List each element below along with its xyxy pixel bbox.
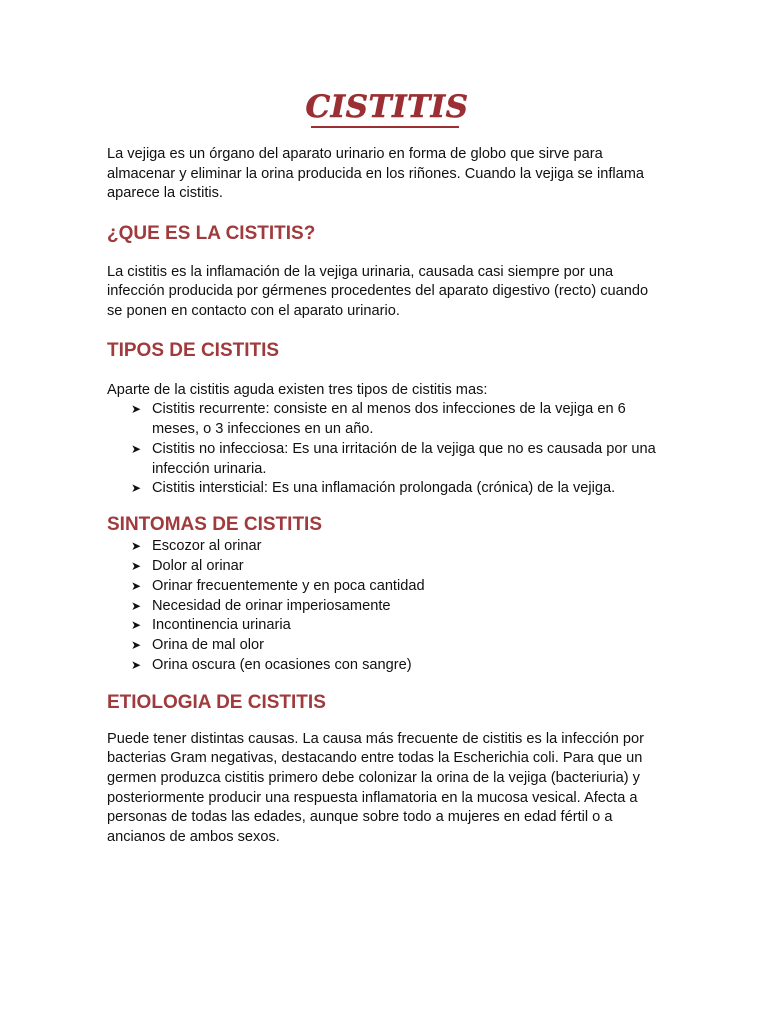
document-page	[107, 88, 667, 847]
list-item-text: Orina oscura (en ocasiones con sangre)	[152, 656, 412, 673]
arrowhead-right-icon: ➤	[131, 638, 142, 653]
tipos-list	[107, 400, 667, 499]
list-item	[107, 616, 667, 636]
arrowhead-right-icon: ➤	[131, 539, 142, 554]
list-item	[107, 557, 667, 577]
list-item	[107, 537, 667, 557]
list-item	[107, 400, 667, 440]
sintomas-list	[107, 537, 667, 676]
section-heading-tipos: TIPOS DE CISTITIS	[107, 339, 280, 361]
list-item-text: Cistitis recurrente: consiste en al menos dos infecciones de la vejiga en 6 meses, o 3 infecciones en un año.	[152, 401, 626, 437]
list-item-text: Orinar frecuentemente y en poca cantidad	[152, 577, 425, 594]
section-body-tipos: Aparte de la cistitis aguda existen tres tipos de cistitis mas:	[107, 381, 488, 398]
list-item-text: Cistitis intersticial: Es una inflamación prolongada (crónica) de la vejiga.	[152, 480, 616, 497]
title-underline	[311, 126, 459, 128]
arrowhead-right-icon: ➤	[131, 618, 142, 633]
section-body-que-es: La cistitis es la inflamación de la vejiga urinaria, causada casi siempre por una infección producida por gérmenes procedentes del aparato digestivo (recto) cuando se ponen en contacto con el aparato urinario.	[107, 263, 649, 319]
list-item-text: Necesidad de orinar imperiosamente	[152, 597, 391, 614]
list-item	[107, 597, 667, 617]
list-item-text: Cistitis no infecciosa: Es una irritación de la vejiga que no es causada por una infección urinaria.	[152, 440, 656, 477]
list-item	[107, 636, 667, 656]
section-heading-etiologia: ETIOLOGIA DE CISTITIS	[107, 691, 326, 713]
list-item	[107, 440, 667, 480]
arrowhead-right-icon: ➤	[131, 558, 142, 573]
document-title: CISTITIS	[305, 89, 469, 125]
section-heading-sintomas: SINTOMAS DE CISTITIS	[107, 514, 323, 536]
list-item	[107, 577, 667, 597]
arrowhead-right-icon: ➤	[131, 598, 142, 613]
list-item-text: Orina de mal olor	[152, 637, 264, 654]
list-item-text: Incontinencia urinaria	[152, 617, 291, 634]
arrowhead-right-icon: ➤	[131, 402, 142, 417]
section-heading-que-es: ¿QUE ES LA CISTITIS?	[107, 222, 316, 244]
intro-paragraph: La vejiga es un órgano del aparato urinario en forma de globo que sirve para almacenar y eliminar la orina producida en los riñones. Cuando la vejiga se inflama aparece la cistitis.	[107, 146, 645, 202]
list-item-text: Dolor al orinar	[152, 557, 244, 574]
section-body-etiologia: Puede tener distintas causas. La causa más frecuente de cistitis es la infección por bacterias Gram negativas, destacando entre todas la Escherichia coli. Para que un germen produzca cistitis primero debe colonizar la orina de la vejiga (bacteriuria) y posteriormente producir una respuesta inflamatoria en la mucosa vesical. Afecta a personas de todas las edades, aunque sobre todo a mujeres en edad fértil o a ancianos de ambos sexos.	[107, 730, 645, 845]
arrowhead-right-icon: ➤	[131, 657, 142, 672]
list-item	[107, 656, 667, 676]
list-item	[107, 479, 667, 499]
arrowhead-right-icon: ➤	[131, 481, 142, 496]
arrowhead-right-icon: ➤	[131, 578, 142, 593]
arrowhead-right-icon: ➤	[131, 441, 142, 456]
list-item-text: Escozor al orinar	[152, 538, 262, 555]
